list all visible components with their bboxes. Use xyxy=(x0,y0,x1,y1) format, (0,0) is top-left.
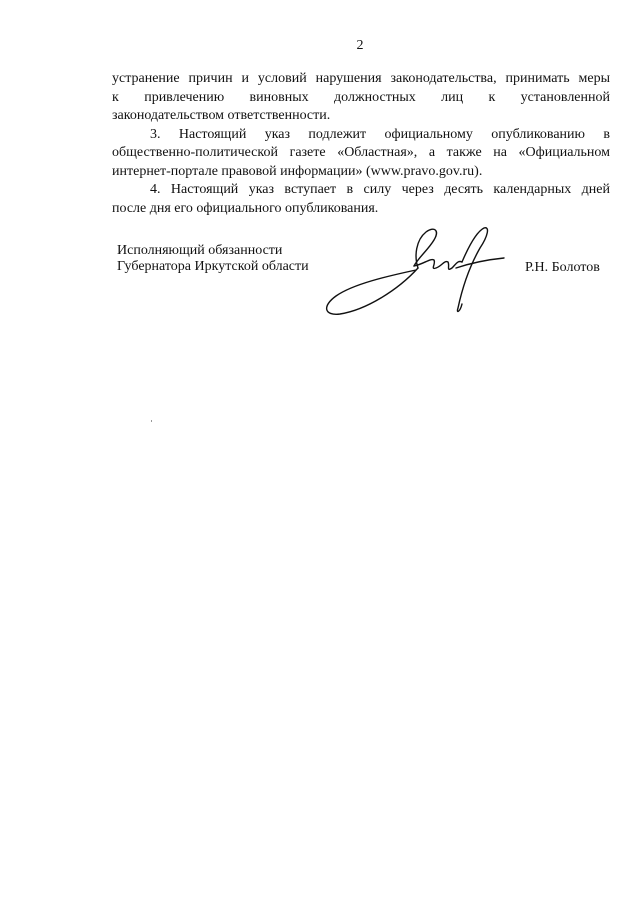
text-line: устранение причин и условий нарушения законодательства, принимать меры xyxy=(112,71,610,86)
signatory-position-line: Губернатора Иркутской области xyxy=(117,259,309,274)
text-line: интернет-портале правовой информации» (www.pravo.gov.ru). xyxy=(112,163,483,179)
paragraph-item-4 xyxy=(112,181,610,218)
signatory-position xyxy=(117,243,309,275)
text-line: 4. Настоящий указ вступает в силу через десять календарных дней xyxy=(150,182,610,197)
text-line: законодательством ответственности. xyxy=(112,108,331,123)
text-line: после дня его официального опубликования. xyxy=(112,200,379,216)
signatory-position-line: Исполняющий обязанности xyxy=(117,243,283,258)
paragraph-continuation xyxy=(112,70,610,126)
text-line: к привлечению виновных должностных лиц к установленной xyxy=(112,89,610,105)
text-line: 3. Настоящий указ подлежит официальному опубликованию в xyxy=(150,126,610,142)
paragraph-item-3 xyxy=(112,126,610,182)
document-body xyxy=(112,70,610,218)
text-line: общественно-политической газете «Областная», а также на «Официальном xyxy=(112,145,610,160)
scan-speck xyxy=(151,420,152,422)
page-number: 2 xyxy=(356,38,364,53)
signatory-name: Р.Н. Болотов xyxy=(525,260,600,275)
handwritten-signature xyxy=(318,218,508,328)
